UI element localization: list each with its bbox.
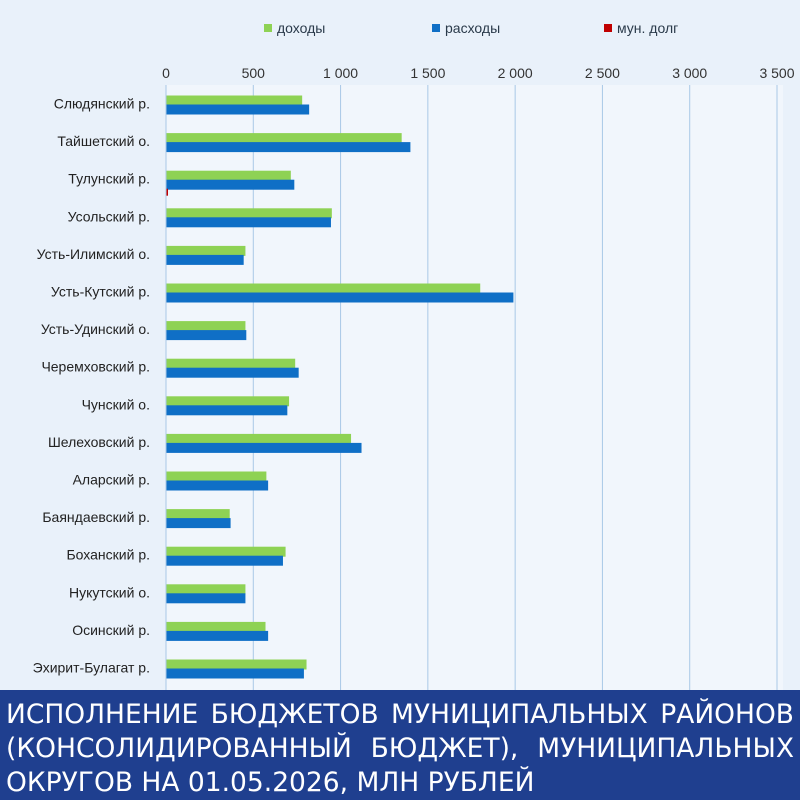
bar — [166, 105, 309, 115]
category-label: Усольский р. — [67, 208, 150, 225]
bar — [166, 405, 287, 415]
bar — [166, 96, 302, 106]
bar — [166, 171, 291, 181]
title-line-3: ОКРУГОВ НА 01.05.2026, МЛН РУБЛЕЙ — [6, 767, 535, 798]
title-banner — [0, 690, 800, 800]
bar — [166, 443, 362, 453]
bar — [166, 518, 231, 528]
bar — [166, 321, 245, 331]
bar — [166, 284, 480, 294]
category-label: Аларский р. — [72, 471, 150, 488]
bar — [166, 481, 268, 491]
bar — [166, 330, 246, 340]
title-line-2: (КОНСОЛИДИРОВАННЫЙ БЮДЖЕТ), МУНИЦИПАЛЬНЫХ — [6, 733, 794, 764]
bar — [166, 660, 307, 670]
x-tick-label: 3 000 — [672, 65, 708, 81]
category-label: Боханский р. — [66, 546, 150, 563]
category-label: Шелеховский р. — [47, 433, 150, 450]
category-label: Тайшетский о. — [57, 133, 150, 150]
x-tick-label: 2 000 — [497, 65, 533, 81]
bar — [166, 246, 245, 256]
bar — [166, 255, 244, 265]
legend-swatch — [264, 24, 272, 32]
legend-label: мун. долг — [617, 20, 679, 36]
legend-swatch — [604, 24, 612, 32]
bar — [166, 142, 410, 152]
category-label: Усть-Удинский о. — [40, 321, 150, 338]
x-tick-label: 0 — [162, 65, 170, 81]
legend-label: доходы — [277, 20, 326, 36]
category-label: Осинский р. — [72, 621, 150, 638]
bar — [166, 217, 331, 227]
bar — [166, 180, 294, 190]
bar — [166, 359, 295, 369]
bar — [166, 584, 245, 594]
category-label: Усть-Кутский р. — [50, 283, 150, 300]
bar — [166, 368, 299, 378]
bar — [166, 509, 230, 519]
bar — [166, 547, 286, 557]
category-label: Черемховский р. — [41, 358, 150, 375]
bar — [166, 293, 513, 303]
bar — [166, 556, 283, 566]
category-label: Нукутский о. — [69, 584, 150, 601]
bar — [166, 631, 268, 641]
bar — [166, 434, 351, 444]
category-label: Тулунский р. — [68, 170, 150, 187]
x-tick-label: 500 — [241, 65, 265, 81]
bar — [166, 208, 332, 218]
category-label: Усть-Илимский о. — [36, 245, 150, 262]
bar — [166, 472, 266, 482]
bar — [166, 396, 289, 406]
x-tick-label: 1 500 — [410, 65, 446, 81]
category-label: Чунский о. — [81, 396, 150, 413]
x-tick-label: 2 500 — [584, 65, 620, 81]
title-line-1: ИСПОЛНЕНИЕ БЮДЖЕТОВ МУНИЦИПАЛЬНЫХ РАЙОНОВ — [6, 699, 794, 730]
bar — [166, 133, 402, 143]
category-label: Слюдянский р. — [53, 95, 150, 112]
category-label: Эхирит-Булагат р. — [32, 659, 150, 676]
x-tick-label: 3 500 — [759, 65, 795, 81]
category-label: Баяндаевский р. — [42, 509, 150, 526]
bar — [166, 622, 266, 632]
legend-swatch — [432, 24, 440, 32]
bar — [166, 593, 245, 603]
bar — [166, 669, 304, 679]
legend-label: расходы — [445, 20, 501, 36]
x-tick-label: 1 000 — [323, 65, 359, 81]
